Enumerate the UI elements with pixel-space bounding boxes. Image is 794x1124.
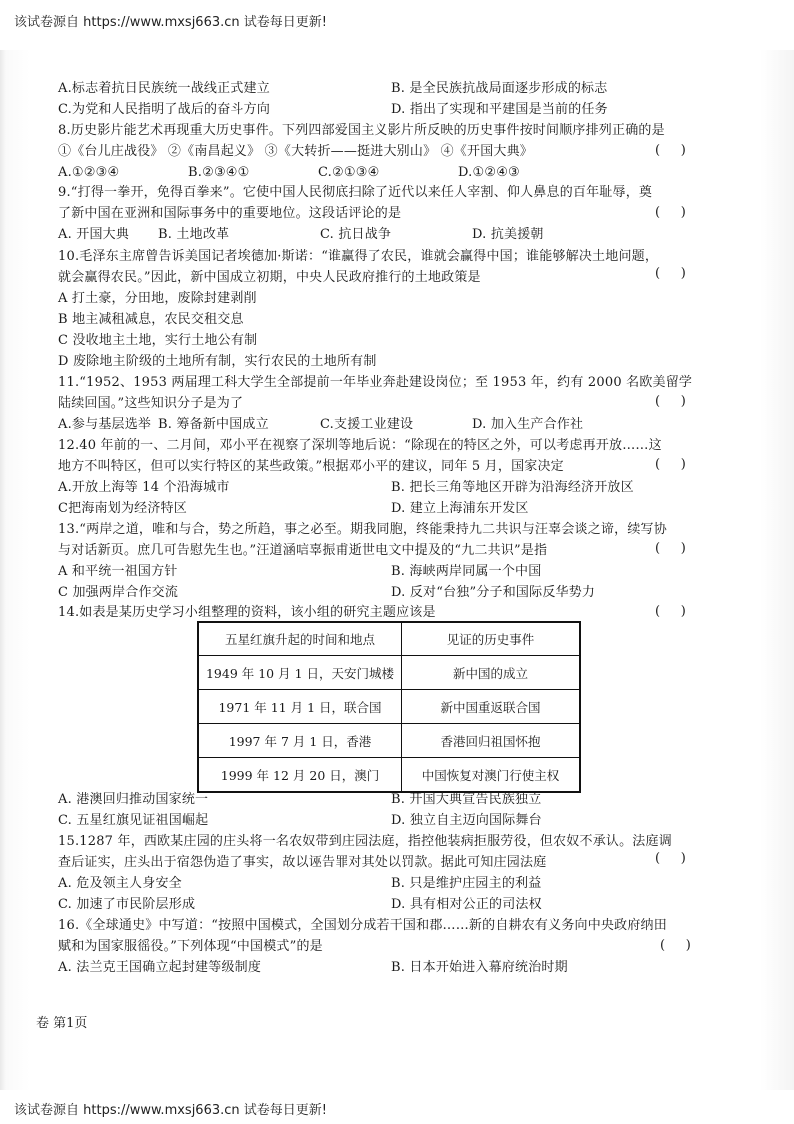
q16-option-b: B. 日本开始进入幕府统治时期 [391, 960, 568, 975]
q13-answer-paren: ( ) [655, 541, 686, 556]
q15-options-row1 [58, 875, 718, 893]
q8-option-a: A.①②③④ [58, 165, 120, 180]
q9-option-d: D. 抗美援朝 [472, 227, 544, 242]
q15-option-b: B. 只是维护庄园主的利益 [391, 876, 542, 891]
q11-option-c: C.支援工业建设 [320, 417, 414, 432]
table-cell-event: 中国恢复对澳门行使主权 [402, 758, 581, 793]
q7-options-row2 [58, 101, 718, 119]
q11-answer-paren: ( ) [655, 394, 686, 409]
q15-answer-paren: ( ) [655, 851, 686, 866]
q12-option-c: C把海南划为经济特区 [58, 501, 187, 516]
q10-answer-paren: ( ) [655, 266, 686, 281]
q11-option-b: B. 筹备新中国成立 [158, 417, 269, 432]
q12-options-row2 [58, 500, 718, 518]
q13-options-row1 [58, 563, 718, 581]
q7-option-a: A.标志着抗日民族统一战线正式建立 [58, 81, 270, 96]
q7-options-row1 [58, 80, 718, 98]
q15-stem-line1: 15.1287 年，西欧某庄园的庄头将一名农奴带到庄园法庭，指控他装病拒服劳役，但农奴不承认。法庭调 [58, 834, 672, 849]
top-source-banner: 该试卷源自 https://www.mxsj663.cn 试卷每日更新! [14, 15, 327, 30]
q11-options [58, 416, 718, 434]
table-cell-time-place: 1971 年 11 月 1 日，联合国 [198, 690, 402, 724]
q14-option-b: B. 开国大典宣告民族独立 [391, 792, 542, 807]
q14-option-a: A. 港澳回归推动国家统一 [58, 792, 209, 807]
table-cell-time-place: 1949 年 10 月 1 日，天安门城楼 [198, 656, 402, 690]
table-row [198, 656, 580, 690]
table-row [198, 690, 580, 724]
q14-option-d: D. 独立自主迈向国际舞台 [391, 813, 542, 828]
q8-option-c: C.②①③④ [318, 165, 380, 180]
table-header-event: 见证的历史事件 [402, 622, 581, 656]
q14-answer-paren: ( ) [655, 604, 686, 619]
q12-options-row1 [58, 479, 718, 497]
q10-stem-line2: 就会赢得农民。”因此，新中国成立初期，中央人民政府推行的土地政策是 [58, 270, 481, 285]
q9-answer-paren: ( ) [655, 205, 686, 220]
q8-answer-paren: ( ) [655, 143, 686, 158]
q8-options [58, 164, 718, 182]
q15-options-row2 [58, 896, 718, 914]
q12-answer-paren: ( ) [655, 457, 686, 472]
q13-options-row2 [58, 584, 718, 602]
q9-option-c: C. 抗日战争 [320, 227, 392, 242]
q8-option-b: B.②③④① [188, 165, 250, 180]
q15-option-a: A. 危及领主人身安全 [58, 876, 182, 891]
q13-option-c: C 加强两岸合作交流 [58, 585, 179, 600]
table-cell-time-place: 1999 年 12 月 20 日，澳门 [198, 758, 402, 793]
q9-option-a: A. 开国大典 [58, 227, 130, 242]
q11-stem-line2: 陆续回国。”这些知识分子是为了 [58, 396, 244, 411]
q8-films: ①《台儿庄战役》 ②《南昌起义》 ③《大转折——挺进大别山》 ④《开国大典》 [58, 144, 533, 159]
page-number: 卷 第1页 [36, 1016, 88, 1031]
q9-options [58, 226, 718, 244]
flag-raising-events-table [197, 621, 581, 793]
q14-options-row1 [58, 791, 718, 809]
table-header-time-place: 五星红旗升起的时间和地点 [198, 622, 402, 656]
table-cell-event: 香港回归祖国怀抱 [402, 724, 581, 758]
q12-option-d: D. 建立上海浦东开发区 [391, 501, 529, 516]
q13-option-d: D. 反对“台独”分子和国际反华势力 [391, 585, 596, 600]
q16-options-row1 [58, 959, 718, 977]
q9-stem-line2: 了新中国在亚洲和国际事务中的重要地位。这段话评论的是 [58, 206, 402, 221]
q7-option-c: C.为党和人民指明了战后的奋斗方向 [58, 102, 271, 117]
q14-stem: 14.如表是某历史学习小组整理的资料，该小组的研究主题应该是 [58, 605, 436, 620]
table-row [198, 724, 580, 758]
q10-option-a: A 打土豪，分田地，废除封建剥削 [58, 291, 257, 306]
table-row [198, 758, 580, 793]
q13-option-a: A 和平统一祖国方针 [58, 564, 178, 579]
table-cell-time-place: 1997 年 7 月 1 日，香港 [198, 724, 402, 758]
q14-option-c: C. 五星红旗见证祖国崛起 [58, 813, 209, 828]
q10-stem-line1: 10.毛泽东主席曾告诉美国记者埃德加·斯诺：“谁赢得了农民，谁就会赢得中国；谁能够解决土地问题， [58, 249, 659, 264]
q10-option-d: D 废除地主阶级的土地所有制，实行农民的土地所有制 [58, 354, 377, 369]
q12-option-a: A.开放上海等 14 个沿海城市 [58, 480, 230, 495]
q11-option-a: A.参与基层选举 [58, 417, 152, 432]
table-header-row [198, 622, 580, 656]
q9-option-b: B. 土地改革 [158, 227, 230, 242]
q7-option-d: D. 指出了实现和平建国是当前的任务 [391, 102, 608, 117]
q16-option-a: A. 法兰克王国确立起封建等级制度 [58, 960, 262, 975]
q14-options-row2 [58, 812, 718, 830]
q12-option-b: B. 把长三角等地区开辟为沿海经济开放区 [391, 480, 634, 495]
q16-answer-paren: ( ) [660, 938, 691, 953]
q15-option-c: C. 加速了市民阶层形成 [58, 897, 196, 912]
q13-stem-line1: 13.“两岸之道，唯和与合，势之所趋，事之必至。期我同胞，终能秉持九二共识与汪辜会谈之谛，续写协 [58, 522, 667, 537]
q13-stem-line2: 与对话新页。庶几可告慰先生也。”汪道涵唁辜振甫逝世电文中提及的“九二共识”是指 [58, 543, 548, 558]
q10-option-b: B 地主减租减息，农民交租交息 [58, 312, 244, 327]
q12-stem-line1: 12.40 年前的一、二月间，邓小平在视察了深圳等地后说：“除现在的特区之外，可以考虑再开放……这 [58, 438, 662, 453]
q13-option-b: B. 海峡两岸同属一个中国 [391, 564, 542, 579]
q7-option-b: B. 是全民族抗战局面逐步形成的标志 [391, 81, 608, 96]
table-cell-event: 新中国重返联合国 [402, 690, 581, 724]
q16-stem-line2: 赋和为国家服徭役。”下列体现“中国模式”的是 [58, 939, 323, 954]
bottom-source-banner: 该试卷源自 https://www.mxsj663.cn 试卷每日更新! [14, 1103, 327, 1118]
q11-stem-line1: 11.“1952、1953 两届理工科大学生全部提前一年毕业奔赴建设岗位；至 1953 年，约有 2000 名欧美留学 [58, 375, 693, 390]
q15-stem-line2: 查后证实，庄头出于宿怨伪造了事实，故以诬告罪对其处以罚款。据此可知庄园法庭 [58, 855, 547, 870]
q11-option-d: D. 加入生产合作社 [472, 417, 584, 432]
q8-option-d: D.①②④③ [458, 165, 520, 180]
q16-stem-line1: 16.《全球通史》中写道：“按照中国模式，全国划分成若干国和郡……新的自耕农有义务向中央政府纳田 [58, 918, 667, 933]
q15-option-d: D. 具有相对公正的司法权 [391, 897, 542, 912]
q10-option-c: C 没收地主土地，实行土地公有制 [58, 333, 258, 348]
q9-stem-line1: 9.“打得一拳开，免得百拳来”。它使中国人民彻底扫除了近代以来任人宰割、仰人鼻息的百年耻辱，奠 [58, 185, 653, 200]
q12-stem-line2: 地方不叫特区，但可以实行特区的某些政策。”根据邓小平的建议，同年 5 月，国家决定 [58, 459, 564, 474]
q8-stem: 8.历史影片能艺术再现重大历史事件。下列四部爱国主义影片所反映的历史事件按时间顺序排列正确的是 [58, 123, 665, 138]
table-cell-event: 新中国的成立 [402, 656, 581, 690]
